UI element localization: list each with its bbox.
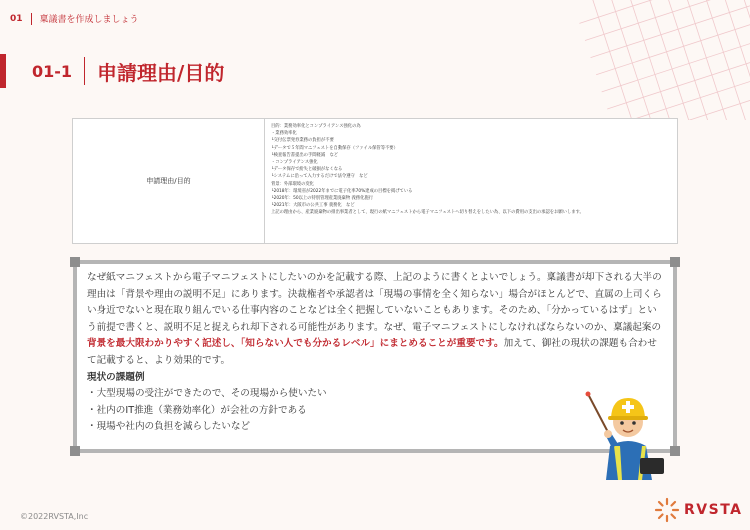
rvsta-logo — [654, 497, 743, 523]
title-accent-bar — [0, 54, 6, 88]
header-divider — [31, 13, 32, 25]
form-line: └2021年：大阪市の公共工事 義務化 など — [271, 203, 355, 209]
form-line: ・業務効率化 — [271, 131, 297, 137]
example-item: ・現場や社内の負担を減らしたいなど — [87, 421, 251, 433]
explanation-tail: 加えて、御社の現状の課題も合わせて記載すると、より効果的です。 — [87, 338, 657, 366]
form-line: └データ保存で紛失と破損がなくなる — [271, 167, 343, 173]
section-title: 稟議書を作成しましょう — [39, 15, 139, 25]
section-number: 01 — [10, 13, 23, 24]
board-corner-clip — [70, 446, 80, 456]
example-item: ・社内のIT推進（業務効率化）が会社の方針である — [87, 404, 307, 416]
copyright: ©2022RVSTA,Inc — [20, 512, 89, 521]
title-divider — [84, 57, 85, 85]
title-number: 01-1 — [32, 61, 73, 81]
page-title — [0, 54, 224, 88]
form-line: 上記の理由から、産業廃棄物の排出事業者として、現行の紙マニフェストから電子マニフェストへ切り替えをしたい為、以下の費用の支出の承認をお願いします。 — [271, 210, 584, 216]
form-line: └2020年：50以上の特別管理産業廃棄物 義務化施行 — [271, 196, 373, 202]
explanation-emphasis: 背景を最大限わかりやすく記述し、「知らない人でも分かるレベル」にまとめることが重要です。 — [87, 338, 504, 350]
form-line: └2018年：環境省が2022年までに電子化率70%達成の目標を掲げている — [271, 188, 413, 194]
form-line: 背景：外部環境の変化 — [271, 181, 314, 187]
form-line: └交付伝票発券業務の負担が不要 — [271, 138, 334, 144]
form-label: 申請理由/目的 — [73, 119, 265, 243]
construction-worker-illustration — [584, 384, 670, 480]
form-line: ・コンプライアンス強化 — [271, 160, 318, 166]
form-line: 目的：業務効率化とコンプライアンス強化の為 — [271, 124, 361, 129]
board-text — [87, 270, 663, 436]
board-corner-clip — [670, 446, 680, 456]
explanation-text: なぜ紙マニフェストから電子マニフェストにしたいのかを記載する際、上記のように書くとよいでしょう。稟議書が却下される大半の理由は「背景や理由の説明不足」にあります。決裁権者や承認者は「現場の事情を全く知らない」場合がほとんどで、直属の上司くらい身近でないと現在取り組んでいる仕事内容のことなどは全く把握していないこともあります。そのため、「分かっているはず」という前提で書くと、説明不足と捉えられ却下される可能性があります。なぜ、電子マニフェストにしなければならないのか、稟議起案の — [87, 272, 662, 333]
form-line: └検査報告書提出の手間軽減 など — [271, 152, 339, 158]
section-header — [10, 12, 139, 25]
examples-heading: 現状の課題例 — [87, 371, 145, 383]
sample-form-table — [72, 118, 678, 244]
explanation-paragraph — [87, 270, 663, 370]
title-text: 申請理由/目的 — [97, 60, 225, 85]
board-corner-clip — [70, 257, 80, 267]
logo-text: RVSTA — [684, 502, 743, 518]
logo-mark-icon — [654, 497, 680, 523]
form-line: └データで５年間マニフェストを自動保存（ファイル保管等不要） — [271, 145, 398, 151]
grid-decoration — [570, 0, 750, 120]
board-corner-clip — [670, 257, 680, 267]
example-item: ・大型現場の受注ができたので、その現場から使いたい — [87, 388, 327, 400]
form-content — [265, 119, 677, 243]
form-line: └システムに沿って入力するだけで法令遵守 など — [271, 174, 368, 180]
